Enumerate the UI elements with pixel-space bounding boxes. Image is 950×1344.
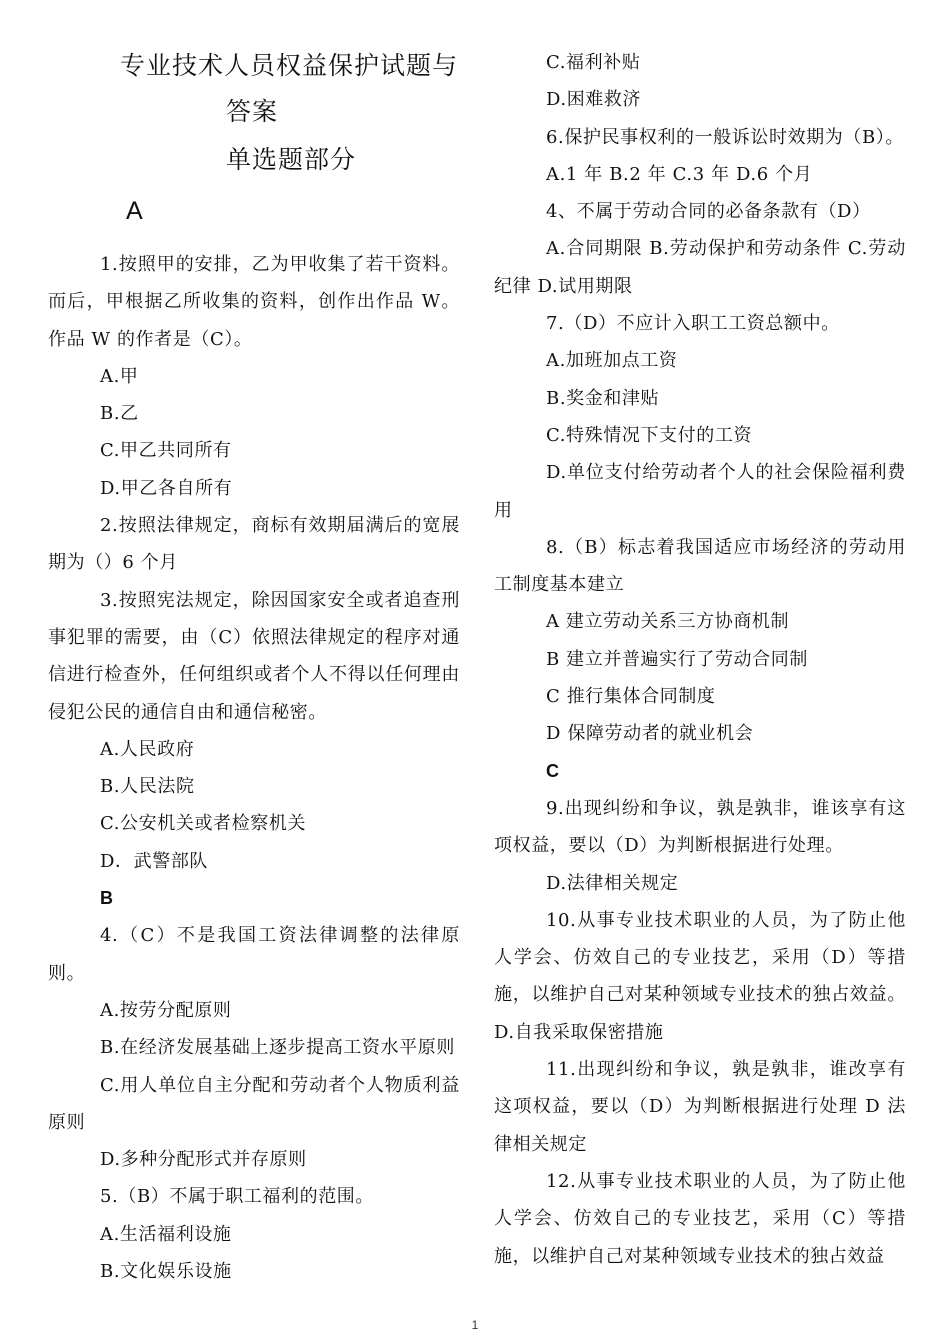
answer-option: D 保障劳动者的就业机会 <box>546 723 754 745</box>
answer-option: D.甲乙各自所有 <box>100 477 233 499</box>
answer-option: B.文化娱乐设施 <box>100 1261 232 1283</box>
answer-option: D．武警部队 <box>100 850 209 872</box>
question-text: 8.（B）标志着我国适应市场经济的劳动用工制度基本建立 <box>494 536 906 596</box>
answer-option: D.困难救济 <box>546 89 642 111</box>
question-text: A.合同期限 B.劳动保护和劳动条件 C.劳动纪律 D.试用期限 <box>494 238 906 297</box>
answer-option: B.人民法院 <box>100 776 195 798</box>
answer-option: B.奖金和津贴 <box>546 387 660 409</box>
answer-option: A.生活福利设施 <box>100 1223 232 1245</box>
section-heading: B <box>100 888 114 909</box>
left-column <box>48 44 460 1290</box>
right-column-body <box>494 44 906 1275</box>
answer-option: C 推行集体合同制度 <box>546 686 716 708</box>
question-text: 1.按照甲的安排，乙为甲收集了若干资料。而后，甲根据乙所收集的资料，创作出作品 W。作品 W 的作者是（C）。 <box>48 254 460 350</box>
document-title-line1: 专业技术人员权益保护试题与 <box>120 51 459 80</box>
answer-option: C.福利补贴 <box>546 52 641 73</box>
section-heading-a: A <box>126 197 143 225</box>
question-text: 4.（C）不是我国工资法律调整的法律原则。 <box>48 925 460 984</box>
section-heading: C <box>546 760 560 781</box>
page-number: 1 <box>471 1318 479 1332</box>
document-title-line2: 答案 <box>226 97 279 126</box>
question-text: 5.（B）不属于职工福利的范围。 <box>100 1186 374 1208</box>
question-text: 6.保护民事权利的一般诉讼时效期为（B）。 <box>546 126 904 148</box>
answer-option: B 建立并普遍实行了劳动合同制 <box>546 648 808 670</box>
answer-option: B.乙 <box>100 403 139 425</box>
question-text: 2.按照法律规定，商标有效期届满后的宽展期为（）6 个月 <box>48 515 460 574</box>
right-column <box>494 44 906 1275</box>
answer-option: D.法律相关规定 <box>546 872 679 894</box>
answer-option: C.特殊情况下支付的工资 <box>546 424 753 446</box>
section-subtitle: 单选题部分 <box>226 145 357 174</box>
question-text: 12.从事专业技术职业的人员，为了防止他人学会、仿效自己的专业技艺，采用（C）等措施，以维护自己对某种领域专业技术的独占效益 <box>494 1170 906 1267</box>
answer-option: A.人民政府 <box>100 738 195 760</box>
question-text: 3.按照宪法规定，除因国家安全或者追查刑事犯罪的需要，由（C）依照法律规定的程序对通信进行检查外，任何组织或者个人不得以任何理由侵犯公民的通信自由和通信秘密。 <box>48 589 460 723</box>
left-column-body <box>48 246 460 1290</box>
answer-option: A.加班加点工资 <box>546 350 678 372</box>
answer-option: A.甲 <box>100 365 139 387</box>
answer-option: D.多种分配形式并存原则 <box>100 1149 307 1171</box>
question-text: 9.出现纠纷和争议，孰是孰非，谁该享有这项权益，要以（D）为判断根据进行处理。 <box>494 797 906 857</box>
question-text: 7.（D）不应计入职工工资总额中。 <box>546 313 840 335</box>
answer-option: A 建立劳动关系三方协商机制 <box>546 611 790 633</box>
question-text: 10.从事专业技术职业的人员，为了防止他人学会、仿效自己的专业技艺，采用（D）等措施，以维护自己对某种领域专业技术的独占效益。D.自我采取保密措施 <box>494 909 906 1043</box>
answer-option: A.1 年 B.2 年 C.3 年 D.6 个月 <box>546 163 813 185</box>
question-text: 4、不属于劳动合同的必备条款有（D） <box>546 201 871 223</box>
answer-option: C.甲乙共同所有 <box>100 440 232 462</box>
question-text: B.在经济发展基础上逐步提高工资水平原则 <box>100 1037 455 1059</box>
answer-option: C.公安机关或者检察机关 <box>100 813 307 835</box>
answer-option: A.按劳分配原则 <box>100 999 232 1021</box>
question-text: D.单位支付给劳动者个人的社会保险福利费用 <box>494 462 906 521</box>
question-text: C.用人单位自主分配和劳动者个人物质利益原则 <box>48 1074 460 1133</box>
question-text: 11.出现纠纷和争议，孰是孰非，谁改享有这项权益，要以（D）为判断根据进行处理 D 法律相关规定 <box>494 1059 906 1155</box>
